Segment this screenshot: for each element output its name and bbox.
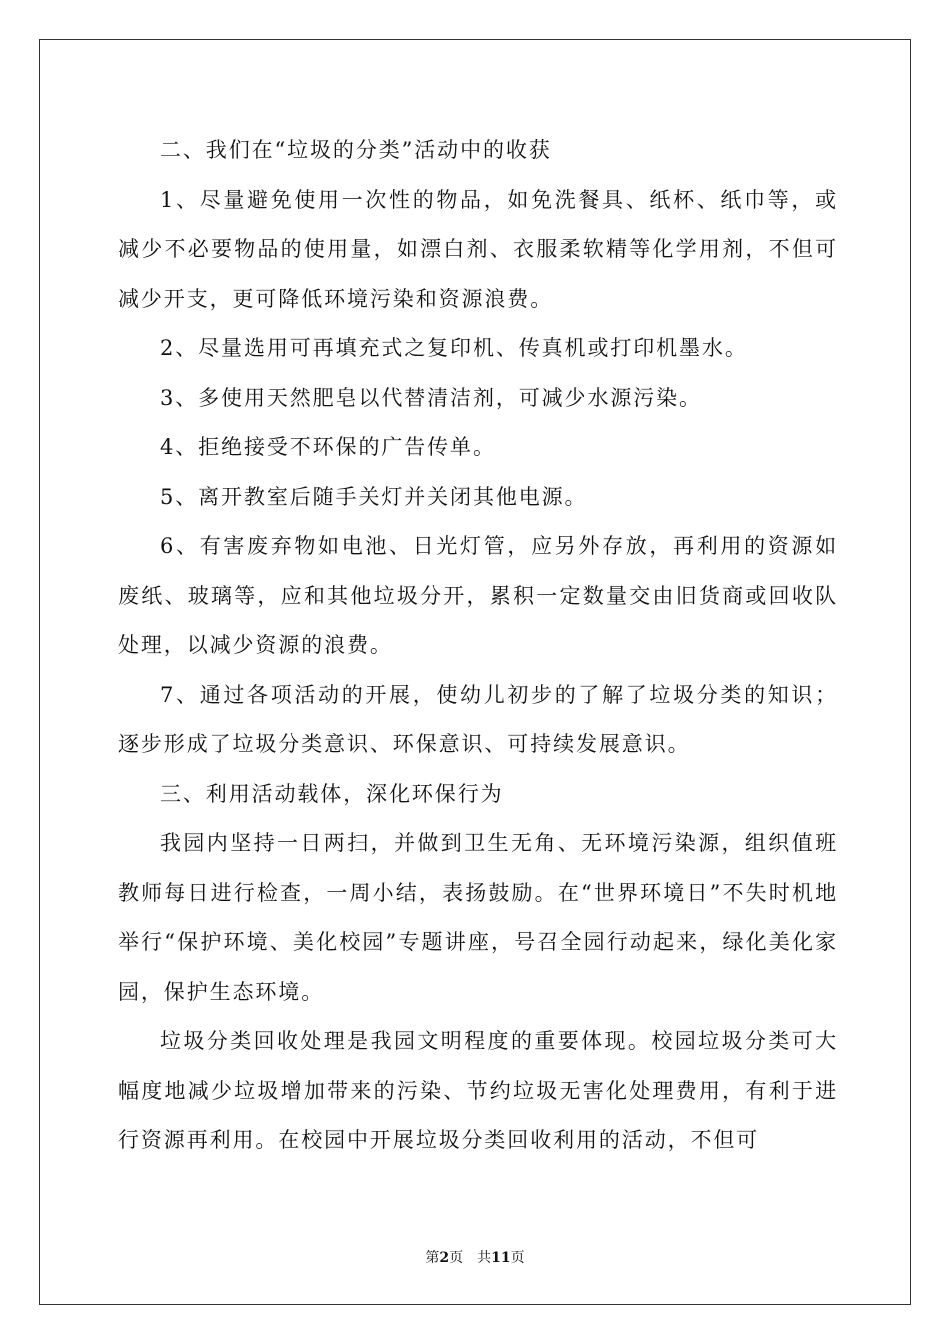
- section-heading-2: 二、我们在“垃圾的分类”活动中的收获: [160, 138, 552, 162]
- total-prefix: 共: [477, 1250, 492, 1266]
- page-prefix: 第: [425, 1250, 440, 1266]
- list-item-4: 4、拒绝接受不环保的广告传单。: [160, 435, 496, 459]
- list-item-2: 2、尽量选用可再填充式之复印机、传真机或打印机墨水。: [160, 336, 748, 360]
- page-suffix: 页: [449, 1250, 464, 1266]
- list-item-7: 7、通过各项活动的开展，使幼儿初步的了解了垃圾分类的知识；逐步形成了垃圾分类意识、环保意识、可持续发展意识。: [118, 682, 838, 756]
- list-item-1: 1、尽量避免使用一次性的物品，如免洗餐具、纸杯、纸巾等，或减少不必要物品的使用量，如漂白剂、衣服柔软精等化学用剂，不但可减少开支，更可降低环境污染和资源浪费。: [118, 187, 838, 311]
- page-footer: [0, 1248, 950, 1268]
- total-suffix: 页: [510, 1250, 525, 1266]
- list-item-6: 6、有害废弃物如电池、日光灯管，应另外存放，再利用的资源如废纸、玻璃等，应和其他垃圾分开，累积一定数量交由旧货商或回收队处理，以减少资源的浪费。: [118, 534, 838, 657]
- list-item-3: 3、多使用天然肥皂以代替清洁剂，可减少水源污染。: [160, 385, 702, 410]
- section-heading-3: 三、利用活动载体，深化环保行为: [160, 781, 504, 806]
- body-paragraph: 垃圾分类回收处理是我园文明程度的重要体现。校园垃圾分类可大幅度地减少垃圾增加带来的污染、节约垃圾无害化处理费用，有利于进行资源再利用。在校园中开展垃圾分类回收利用的活动，不但可: [118, 1029, 838, 1152]
- list-item-5: 5、离开教室后随手关灯并关闭其他电源。: [160, 484, 588, 509]
- body-paragraph: 我园内坚持一日两扫，并做到卫生无角、无环境污染源，组织值班教师每日进行检查，一周小结，表扬鼓励。在“世界环境日”不失时机地举行“保护环境、美化校园”专题讲座，号召全园行动起来，绿化美化家园，保护生态环境。: [118, 831, 838, 1004]
- page-number: 2: [439, 1250, 450, 1266]
- document-body: [118, 126, 838, 1166]
- total-pages: 11: [491, 1250, 511, 1266]
